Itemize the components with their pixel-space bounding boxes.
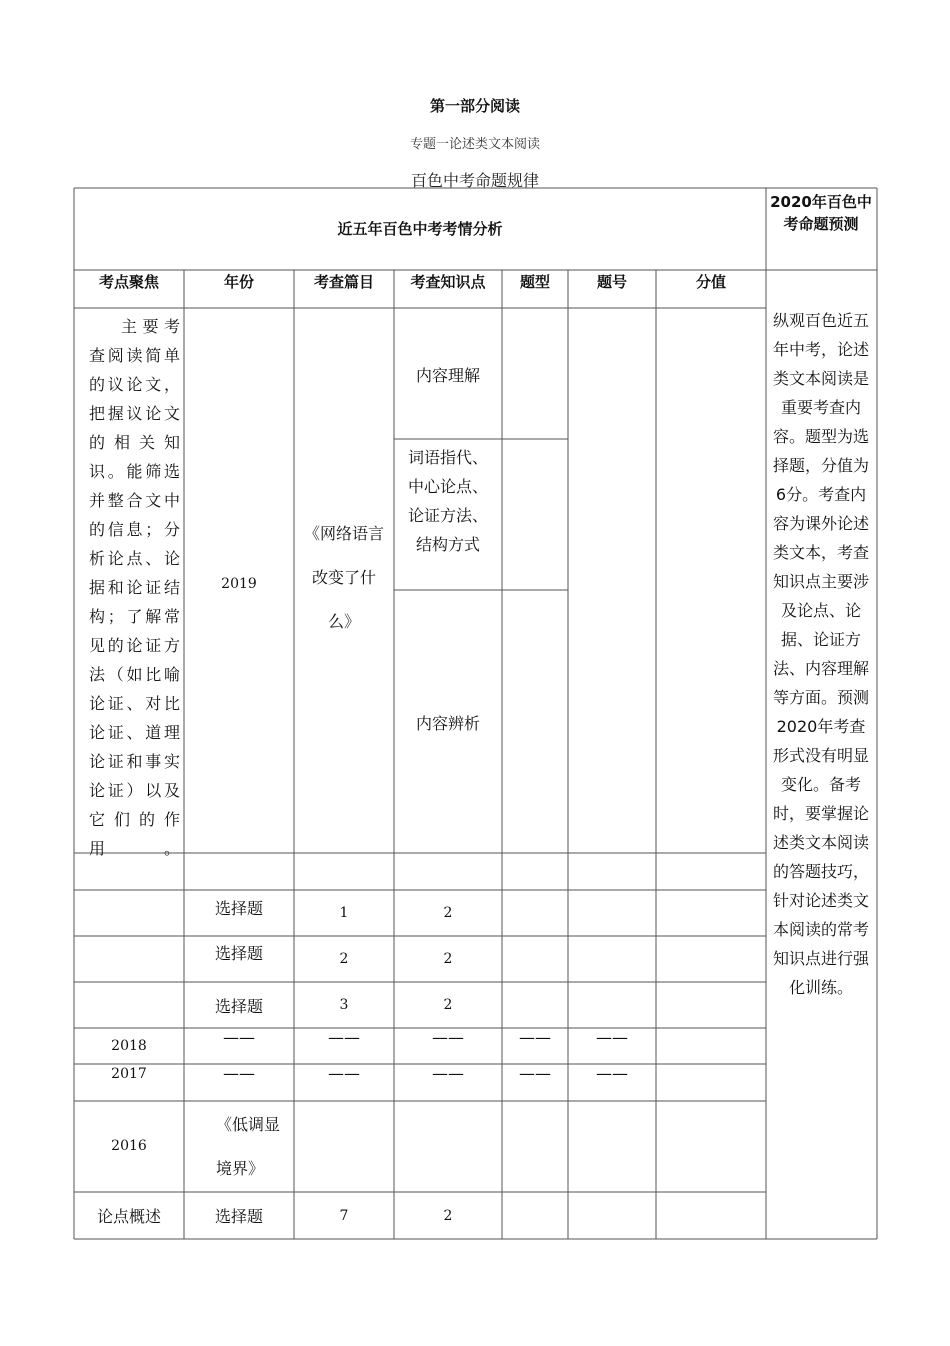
analysis-header: 近五年百色中考考情分析 <box>337 219 503 238</box>
knowledge-2016: 论点概述 <box>96 1207 161 1226</box>
no-2016: 7 <box>339 1208 349 1224</box>
type-2016: 选择题 <box>214 1207 263 1226</box>
dash-2017-2: —— <box>328 1064 360 1083</box>
type-2019-2: 选择题 <box>214 944 263 963</box>
score-2019-3: 2 <box>443 997 453 1013</box>
dash-2017-5: —— <box>596 1064 628 1083</box>
score-2019-1: 2 <box>443 905 453 921</box>
dash-2018-5: —— <box>596 1028 628 1047</box>
col-header-score: 分值 <box>695 273 726 291</box>
no-2019-3: 3 <box>339 997 349 1013</box>
dash-2018-4: —— <box>519 1028 551 1047</box>
col-header-year: 年份 <box>223 273 254 291</box>
page-subtitle: 专题一论述类文本阅读 <box>409 137 540 152</box>
dash-2018-1: —— <box>223 1028 255 1047</box>
forecast-header: 2020年百色中考命题预测 <box>770 193 872 233</box>
col-header-number: 题号 <box>596 273 627 291</box>
knowledge-2019-2-text: 词语指代、中心论点、论证方法、结构方式 <box>407 448 488 554</box>
section-title: 百色中考命题规律 <box>410 171 539 190</box>
score-2016: 2 <box>443 1208 453 1224</box>
forecast-text: 纵观百色近五年中考，论述类文本阅读是重要考查内容。题型为选择题，分值为6分。考查内容为课外论述类文本，考查知识点主要涉及论点、论据、论证方法、内容理解等方面。预测2020年考查形式没有明显变化。备考时，要掌握论述类文本阅读的答题技巧，针对论述类文本阅读的常考知识点进行强化训练。 <box>772 311 869 997</box>
knowledge-2019-1: 内容理解 <box>415 366 480 385</box>
score-2019-2: 2 <box>443 951 453 967</box>
article-2016: 《低调显境界》 <box>216 1115 281 1178</box>
col-header-focus: 考点聚焦 <box>98 273 159 291</box>
no-2019-2: 2 <box>339 951 349 967</box>
year-2018: 2018 <box>111 1038 147 1054</box>
dash-2017-4: —— <box>519 1064 551 1083</box>
dash-2017-3: —— <box>432 1064 464 1083</box>
knowledge-2019-2 <box>407 443 489 559</box>
col-header-article: 考查篇目 <box>313 273 374 291</box>
no-2019-1: 1 <box>339 905 349 921</box>
col-header-type: 题型 <box>519 273 550 291</box>
dash-2017-1: —— <box>223 1064 255 1083</box>
dash-2018-2: —— <box>328 1028 360 1047</box>
year-2019: 2019 <box>221 576 257 592</box>
page-title: 第一部分阅读 <box>429 97 520 115</box>
article-2019: 《网络语言改变了什么》 <box>303 524 384 631</box>
knowledge-2019-3: 内容辨析 <box>415 714 480 733</box>
year-2016: 2016 <box>111 1138 147 1154</box>
dash-2018-3: —— <box>432 1028 464 1047</box>
col-header-knowledge: 考查知识点 <box>410 273 486 291</box>
type-2019-3: 选择题 <box>214 997 263 1016</box>
focus-text: 主要考查阅读简单的议论文，把握议论文的相关知识。能筛选并整合文中的信息；分析论点、论据和论证结构；了解常见的论证方法（如比喻论证、对比论证、道理论证和事实论证）以及它们的作用。 <box>89 317 180 858</box>
year-2017: 2017 <box>111 1066 147 1082</box>
type-2019-1: 选择题 <box>214 899 263 918</box>
